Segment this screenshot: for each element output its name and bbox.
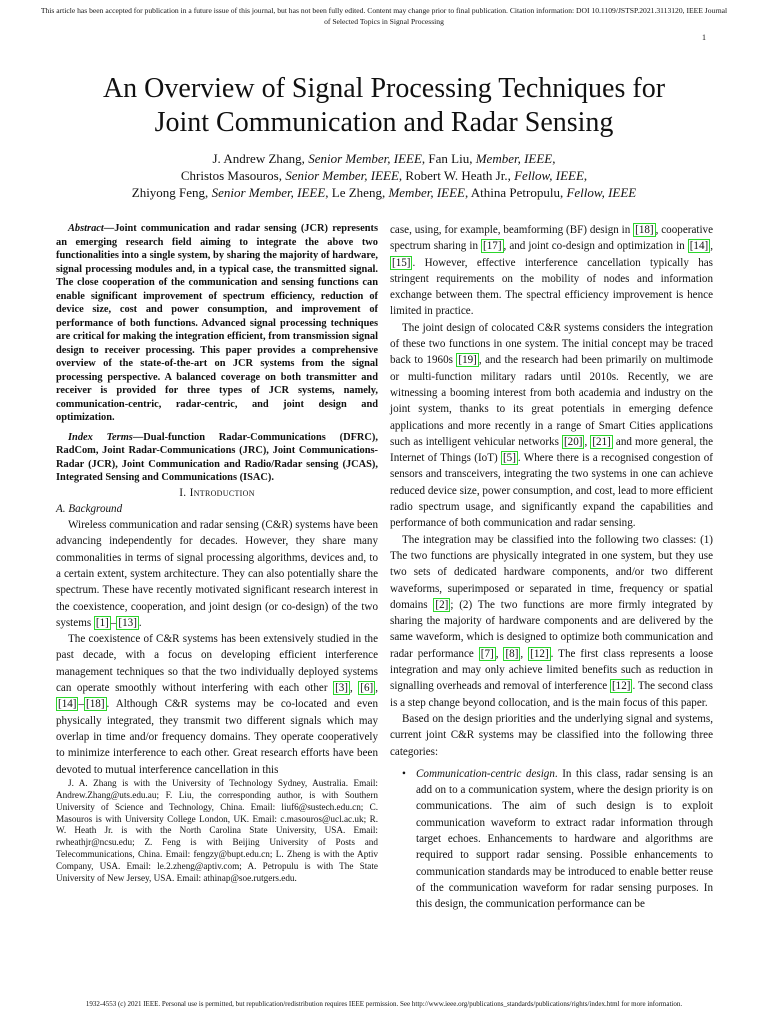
right-column: [390, 222, 713, 912]
author-name: , Fan Liu,: [421, 151, 476, 166]
citation-link[interactable]: [5]: [502, 452, 516, 465]
citation-link[interactable]: [14]: [689, 240, 709, 253]
notice-line-2: of Selected Topics in Signal Processing: [324, 16, 444, 26]
paragraph-text: , and the research had been primarily on multimode or multi-function military radars until 2010s. Recently, we are witnessing a booming interest from both academia and industry on the joint system, thanks to its great potentials in emerging defence applications and more recently in a range of Smart Cities applications such as intelligent vehicular networks: [390, 354, 713, 448]
paragraph-text: The integration may be classified into the following two classes: (1) The two functions are physically integrated in one system, but they use two sets of dedicated hardware components, and/or two different waveforms, superimposed or separated in time, frequency or spatial domains: [390, 533, 713, 611]
section-heading: [56, 485, 378, 501]
citation-sep: ,: [350, 682, 359, 695]
citation-link[interactable]: [3]: [335, 682, 348, 695]
title-line-1: An Overview of Signal Processing Techniques for: [102, 73, 666, 104]
citation-link[interactable]: [17]: [483, 240, 502, 253]
page-number: 1: [702, 33, 706, 42]
abstract-text: —Joint communication and radar sensing (JCR) represents an emerging research field aiming to integrate the above two functionalities into a single system, by sharing the majority of hardware, signal processing modules and, in a typical case, the transmitted signal. The close cooperation of the communication and sensing functions can enable significant improvement of spectrum efficiency, reduction of device size, cost and power consumption, and improvement of performance of both functions. Advanced signal processing techniques are critical for making the integration efficient, from transmission signal design to receiver processing. This paper provides a comprehensive overview of the state-of-the-art on JCR systems from the signal processing perspective. A balanced coverage on both transmitter and receiver is provided for three types of JCR systems, namely, communication-centric, radar-centric, and joint design and optimization.: [56, 223, 378, 423]
citation-link[interactable]: [20]: [563, 435, 583, 448]
index-terms-label: Index Terms: [68, 431, 133, 443]
bullet-icon: •: [402, 767, 406, 780]
paragraph: [390, 320, 713, 532]
section-title: Introduction: [189, 486, 255, 499]
left-column: [56, 222, 378, 885]
citation-link[interactable]: [2]: [435, 598, 449, 611]
paragraph-text: The joint design of colocated C&R systems considers the integration of these two functions in one system. The initial concept may be traced back to 1960s: [390, 321, 713, 367]
paragraph-text: Wireless communication and radar sensing (C&R) systems have been advancing independently for decades. However, they share many commonalities in terms of signal processing algorithms, devices and, to a certain extent, system architecture. They can also potentially share the spectrum. These have recently motivated significant research interest in the coexistence, cooperation, and joint design (or co-design) of the two systems: [56, 519, 378, 629]
citation-link[interactable]: [7]: [480, 647, 494, 660]
copyright-footer: 1932-4553 (c) 2021 IEEE. Personal use is permitted, but republication/redistribution requires IEEE permission. See http://www.ieee.org/publications_standards/publications/rights/index.html for more information.: [85, 1000, 683, 1008]
author-name: , Le Zheng,: [325, 185, 389, 200]
author-footnote: J. A. Zhang is with the University of Technology Sydney, Australia. Email: Andrew.Zhang@uts.edu.au; F. Liu, the corresponding author, is with Southern University of Science and Technology, China. Email: liuf6@sustech.edu.cn; C. Masouros is with University College London, UK. Email: c.masouros@ucl.ac.uk; R. W. Heath Jr. is with the North Carolina State University, USA. Email: rwheathjr@ncsu.edu; Z. Feng is with Beijing University of Posts and Telecommunications, China. Email: fengzy@bupt.edu.cn; L. Zheng is with the Aptiv Company, USA. Email: le.2.zheng@aptiv.com; A. Petropulu is with The State University of New Jersey, USA. Email: athinap@soe.rutgers.edu.: [56, 777, 378, 884]
citation-link[interactable]: [1]: [95, 616, 109, 629]
author-role: Fellow, IEEE: [514, 168, 584, 183]
paragraph: [56, 517, 378, 631]
author-name: Zhiyong Feng,: [131, 185, 212, 200]
author-line-2: [40, 167, 728, 184]
author-role: Senior Member, IEEE: [211, 185, 326, 200]
paper-title: [30, 72, 738, 140]
citation-link[interactable]: [12]: [530, 647, 549, 660]
paragraph-text: , cooperative spectrum sharing in: [390, 224, 713, 253]
acceptance-notice: [20, 6, 748, 27]
paragraph-text: .: [138, 616, 142, 629]
author-role: Member, IEEE: [388, 185, 465, 200]
category-title: Communication-centric design: [416, 767, 555, 780]
citation-link[interactable]: [13]: [118, 616, 137, 629]
citation-link[interactable]: [19]: [458, 354, 477, 367]
paragraph-text: . Although C&R systems may be co-located and even physically integrated, they transmit two different signals which may overlap in time and/or frequency domains. They operate cooperatively to minimize interference to each other. Great research efforts have been devoted to mutual interference cancellation in this: [56, 698, 378, 776]
abstract-label: Abstract: [68, 223, 104, 234]
author-sep: ,: [583, 168, 588, 183]
paragraph-text: ; (2) The two functions are more firmly integrated by sharing the majority of hardware components and are delivered by the same waveform, which is designed to optimize both communication and radar performance: [390, 598, 713, 660]
abstract: [56, 222, 378, 425]
citation-sep: –: [78, 698, 85, 711]
paragraph: [390, 532, 713, 711]
citation-link[interactable]: [15]: [392, 256, 411, 269]
citation-sep: ,: [584, 435, 591, 448]
paragraph-text: . However, effective interference cancellation typically has stringent requirements on the mobility of nodes and information exchange between them. The spectral efficiency improvement is hence limited in practice.: [390, 256, 713, 318]
paragraph: [390, 222, 713, 320]
citation-sep: ,: [520, 647, 529, 660]
author-line-3: [40, 184, 728, 201]
author-role: Senior Member, IEEE: [285, 168, 399, 183]
subsection-heading: A. Background: [56, 502, 123, 515]
paragraph: [56, 631, 378, 778]
category-text: . In this class, radar sensing is an add on to a communication system, where the design priority is on communications. The aim of such design is to exploit communication waveform to extract radar information through target echoes. Enhancements to hardware and algorithms are required to support radar sensing. Possible enhancements to communication standards may be introduced to enable better reuse of the communication waveform for radar sensing purposes. In this design, the communication performance can be: [416, 767, 714, 911]
citation-link[interactable]: [18]: [86, 698, 105, 711]
citation-link[interactable]: [12]: [611, 680, 631, 693]
section-number: I.: [179, 486, 190, 499]
author-role: Fellow, IEEE: [566, 185, 637, 200]
index-terms: [56, 431, 378, 485]
paragraph-text: . The first class represents a loose integration and may only achieve limited benefits such as reduction in signalling overheads and removal of interference: [390, 647, 714, 693]
citation-sep: ,: [375, 682, 379, 695]
notice-line-1: This article has been accepted for publication in a future issue of this journal, but has not been fully edited. Content may change prior to final publication. Citation information: DOI 10.1109/JSTSP.2021.3113120, IEEE Journal: [40, 6, 728, 15]
author-name: , Robert W. Heath Jr.,: [398, 168, 515, 183]
paragraph: Based on the design priorities and the underlying signal and systems, current joint C&R systems may be classified into the following three categories:: [390, 712, 713, 758]
list-item: [390, 766, 713, 913]
paragraph-text: and more general, the Internet of Things (IoT): [390, 435, 713, 465]
author-name: Christos Masouros,: [180, 168, 286, 183]
citation-link[interactable]: [6]: [360, 682, 374, 695]
citation-link[interactable]: [8]: [505, 647, 519, 660]
citation-sep: ,: [710, 240, 713, 253]
paragraph-text: The coexistence of C&R systems has been extensively studied in the past decade, with a focus on developing efficient interference management techniques so that the two individually deployed systems can operate smoothly without interfering with each other: [56, 633, 378, 695]
citation-link[interactable]: [14]: [58, 698, 77, 711]
title-line-2: Joint Communication and Radar Sensing: [154, 107, 614, 138]
paragraph-text: . Where there is a recognised congestion of sensors and transceivers, integrating the two systems in one can achieve reduced device size, power consumption, and cost, lead to more efficient radio spectrum usage, and significantly expand the capabilities and performance of both communication and radar sensing.: [390, 452, 713, 530]
paragraph-text: . The second class is a step change beyond collocation, and is the main focus of this paper.: [390, 680, 714, 709]
citation-sep: ,: [495, 647, 504, 660]
author-role: Senior Member, IEEE: [308, 151, 422, 166]
author-name: , Athina Petropulu,: [464, 185, 567, 200]
author-name: J. Andrew Zhang,: [212, 151, 309, 166]
paragraph-text: , and joint co-design and optimization in: [503, 240, 688, 253]
paragraph-text: case, using, for example, beamforming (BF) design in: [390, 224, 634, 236]
index-terms-text: —Dual-function Radar-Communications (DFRC), RadCom, Joint Radar-Communications (JRC), Joint Communications-Radar (JCR), Joint Communication and Radio/Radar sensing (JCAS), Integrated Sensing and Communications (ISAC).: [56, 431, 378, 483]
citation-sep: –: [110, 616, 117, 629]
citation-link[interactable]: [21]: [592, 435, 611, 448]
author-sep: ,: [552, 151, 556, 166]
citation-link[interactable]: [18]: [635, 224, 654, 236]
author-line-1: [40, 150, 728, 167]
author-list: [40, 150, 728, 201]
author-role: Member, IEEE: [475, 151, 553, 166]
